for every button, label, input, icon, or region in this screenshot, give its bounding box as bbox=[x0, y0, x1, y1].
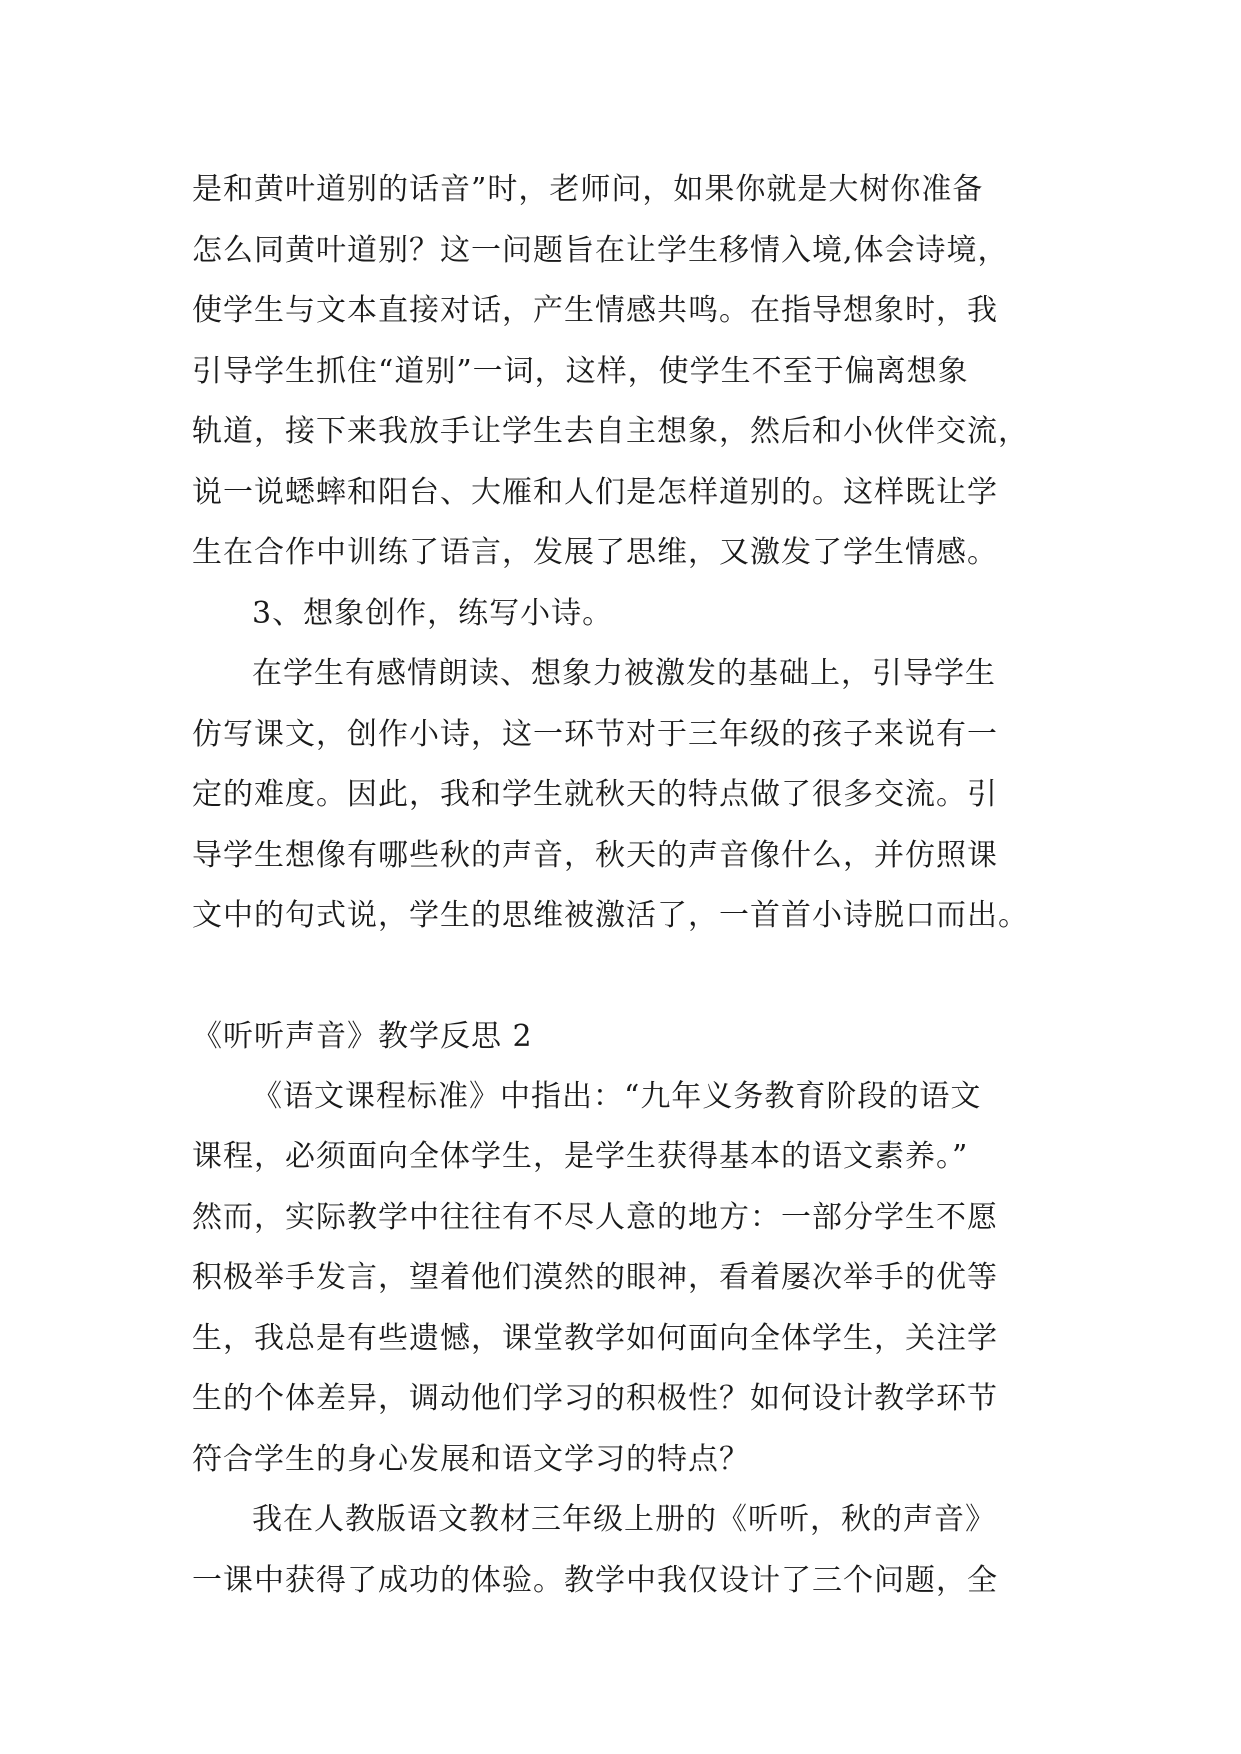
text-line: 在学生有感情朗读、想象力被激发的基础上，引导学生 bbox=[252, 656, 996, 691]
spacer bbox=[192, 947, 1092, 1007]
text-line: 说一说蟋蟀和阳台、大雁和人们是怎样道别的。这样既让学 bbox=[192, 474, 998, 510]
text-line: 仿写课文，创作小诗，这一环节对于三年级的孩子来说有一 bbox=[192, 716, 998, 752]
section-title: 《听听声音》教学反思 2 bbox=[192, 1018, 533, 1054]
text-line: 《语文课程标准》中指出：“九年义务教育阶段的语文 bbox=[252, 1078, 982, 1114]
text-line: 定的难度。因此，我和学生就秋天的特点做了很多交流。引 bbox=[192, 777, 998, 812]
text-line: 一课中获得了成功的体验。教学中我仅设计了三个问题，全 bbox=[192, 1562, 998, 1598]
text-line: 生的个体差异，调动他们学习的积极性？如何设计教学环节 bbox=[192, 1381, 998, 1416]
text-line: 我在人教版语文教材三年级上册的《听听，秋的声音》 bbox=[252, 1502, 996, 1537]
text-line: 轨道，接下来我放手让学生去自主想象，然后和小伙伴交流， bbox=[192, 414, 1029, 449]
text-line: 是和黄叶道别的话音”时，老师问，如果你就是大树你准备 bbox=[192, 172, 984, 207]
text-line: 文中的句式说，学生的思维被激活了，一首首小诗脱口而出。 bbox=[192, 898, 1029, 933]
text-line: 然而，实际教学中往往有不尽人意的地方：一部分学生不愿 bbox=[192, 1199, 998, 1235]
text-line: 生在合作中训练了语言，发展了思维，又激发了学生情感。 bbox=[192, 535, 998, 570]
text-line: 生，我总是有些遗憾，课堂教学如何面向全体学生，关注学 bbox=[192, 1320, 998, 1356]
paragraph bbox=[192, 644, 1092, 947]
text-line: 导学生想像有哪些秋的声音，秋天的声音像什么，并仿照课 bbox=[192, 837, 998, 873]
text-line: 使学生与文本直接对话，产生情感共鸣。在指导想象时，我 bbox=[192, 293, 998, 328]
text-line: 积极举手发言，望着他们漠然的眼神，看着屡次举手的优等 bbox=[192, 1260, 998, 1295]
document-body bbox=[192, 160, 1092, 1611]
text-line: 引导学生抓住“道别”一词，这样，使学生不至于偏离想象 bbox=[192, 353, 969, 389]
paragraph bbox=[192, 1490, 1092, 1611]
paragraph-continued bbox=[192, 160, 1092, 584]
text-line: 怎么同黄叶道别？这一问题旨在让学生移情入境,体会诗境， bbox=[192, 232, 1009, 268]
paragraph bbox=[192, 1067, 1092, 1491]
text-line: 符合学生的身心发展和语文学习的特点？ bbox=[192, 1441, 750, 1477]
text-line: 课程，必须面向全体学生，是学生获得基本的语文素养。” bbox=[192, 1139, 969, 1174]
subheading: 3、想象创作，练写小诗。 bbox=[252, 595, 614, 631]
